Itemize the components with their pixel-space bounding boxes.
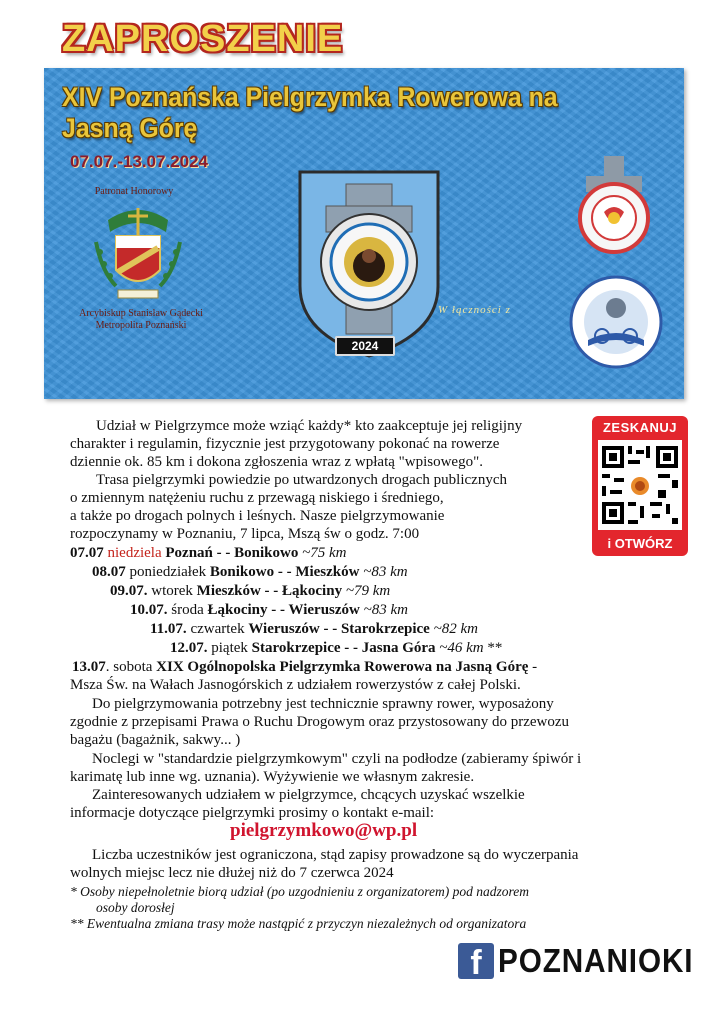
footnote: ** Ewentualna zmiana trasy może nastąpić z przyczyn niezależnych od organizatora — [70, 916, 527, 931]
coat-of-arms-icon — [88, 202, 188, 306]
banner-title: XIV Poznańska Pielgrzymka Rowerowa na Jasną Górę — [62, 82, 558, 143]
poznanioki-badge-icon — [564, 152, 664, 256]
facebook-link[interactable] — [458, 942, 715, 980]
intro-line: charakter i regulamin, fizycznie jest przygotowany pokonać na rowerze — [70, 436, 500, 452]
ogolnopolska-pielgrzymka-logo-icon — [568, 274, 664, 370]
body-line: Noclegi w "standardzie pielgrzymkowym" czyli na podłodze (zabieramy śpiwór i — [92, 751, 582, 767]
final-day-line: 13.07. sobota XIX Ogólnopolska Pielgrzymka Rowerowa na Jasną Górę - — [72, 659, 538, 675]
facebook-icon: f — [458, 943, 494, 979]
stage-row: 12.07. piątek Starokrzepice - - Jasna Góra ~46 km ** — [170, 640, 503, 656]
arcybiskup-caption: Arcybiskup Stanisław Gądecki Metropolita Poznański — [79, 308, 203, 331]
body-line: bagażu (bagażnik, sakwy... ) — [70, 732, 241, 748]
final-day-line2: Msza Św. na Wałach Jasnogórskich z udziałem rowerzystów z całej Polski. — [70, 677, 521, 693]
patronat-label: Patronat Honorowy — [94, 186, 174, 197]
banner-dates: 07.07.-13.07.2024 — [70, 152, 209, 171]
body-line: karimatę lub inne wg. uznania). Wyżywienie we własnym zakresie. — [70, 769, 475, 785]
wlacznosci-label: W łączności z — [438, 304, 511, 316]
limit-line: wolnych miejsc lecz nie dłużej niż do 7 czerwca 2024 — [70, 865, 394, 881]
intro-line: rozpoczynamy w Poznaniu, 7 lipca, Mszą św o godz. 7:00 — [70, 526, 420, 542]
intro-line: Udział w Pielgrzymce może wziąć każdy* kto zaakceptuje jej religijny — [96, 418, 523, 434]
intro-line: Trasa pielgrzymki powiedzie po utwardzonych drogach publicznych — [96, 472, 507, 488]
body-line: zgodnie z przepisami Prawa o Ruchu Drogowym oraz przystosowany do przewozu — [70, 714, 570, 730]
page-title: ZAPROSZENIE — [62, 18, 344, 60]
stage-row: 11.07. czwartek Wieruszów - - Starokrzepice ~82 km — [150, 621, 478, 637]
stage-row: 10.07. środa Łąkociny - - Wieruszów ~83 km — [130, 602, 408, 618]
limit-line: Liczba uczestników jest ograniczona, stąd zapisy prowadzone są do wyczerpania — [92, 847, 579, 863]
intro-line: dziennie ok. 85 km i dokona zgłoszenia wraz z wpłatą "wpisowego". — [70, 454, 483, 470]
qr-code-icon[interactable] — [598, 440, 682, 530]
qr-open-label: i OTWÓRZ — [607, 536, 673, 551]
stage-row: 09.07. wtorek Mieszków - - Łąkociny ~79 km — [110, 583, 391, 599]
body-line: informacje dotyczące pielgrzymki prosimy o kontakt e-mail: — [70, 805, 435, 821]
intro-line: a także po drogach polnych i leśnych. Nasze pielgrzymowanie — [70, 508, 445, 524]
pilgrimage-shield-icon — [294, 166, 444, 358]
stage-row: 07.07 niedziela Poznań - - Bonikowo ~75 km — [70, 545, 347, 561]
footnote: osoby dorosłej — [96, 900, 175, 915]
stage-row: 08.07 poniedziałek Bonikowo - - Mieszków ~83 km — [92, 564, 408, 580]
event-banner — [44, 68, 684, 399]
qr-code-box[interactable] — [592, 416, 688, 556]
body-line: Zainteresowanych udziałem w pielgrzymce, chcących uzyskać wszelkie — [92, 787, 525, 803]
facebook-page-name: POZNANIOKI — [498, 942, 694, 979]
shield-year-badge: 2024 — [335, 336, 395, 356]
footnote: * Osoby niepełnoletnie biorą udział (po uzgodnieniu z organizatorem) pod nadzorem — [70, 884, 529, 899]
contact-email-link[interactable]: pielgrzymkowo@wp.pl — [230, 820, 418, 841]
body-line: Do pielgrzymowania potrzebny jest technicznie sprawny rower, wyposażony — [92, 696, 554, 712]
qr-scan-label: ZESKANUJ — [602, 420, 678, 435]
intro-line: o zmiennym natężeniu ruchu z przewagą niskiego i średniego, — [70, 490, 444, 506]
